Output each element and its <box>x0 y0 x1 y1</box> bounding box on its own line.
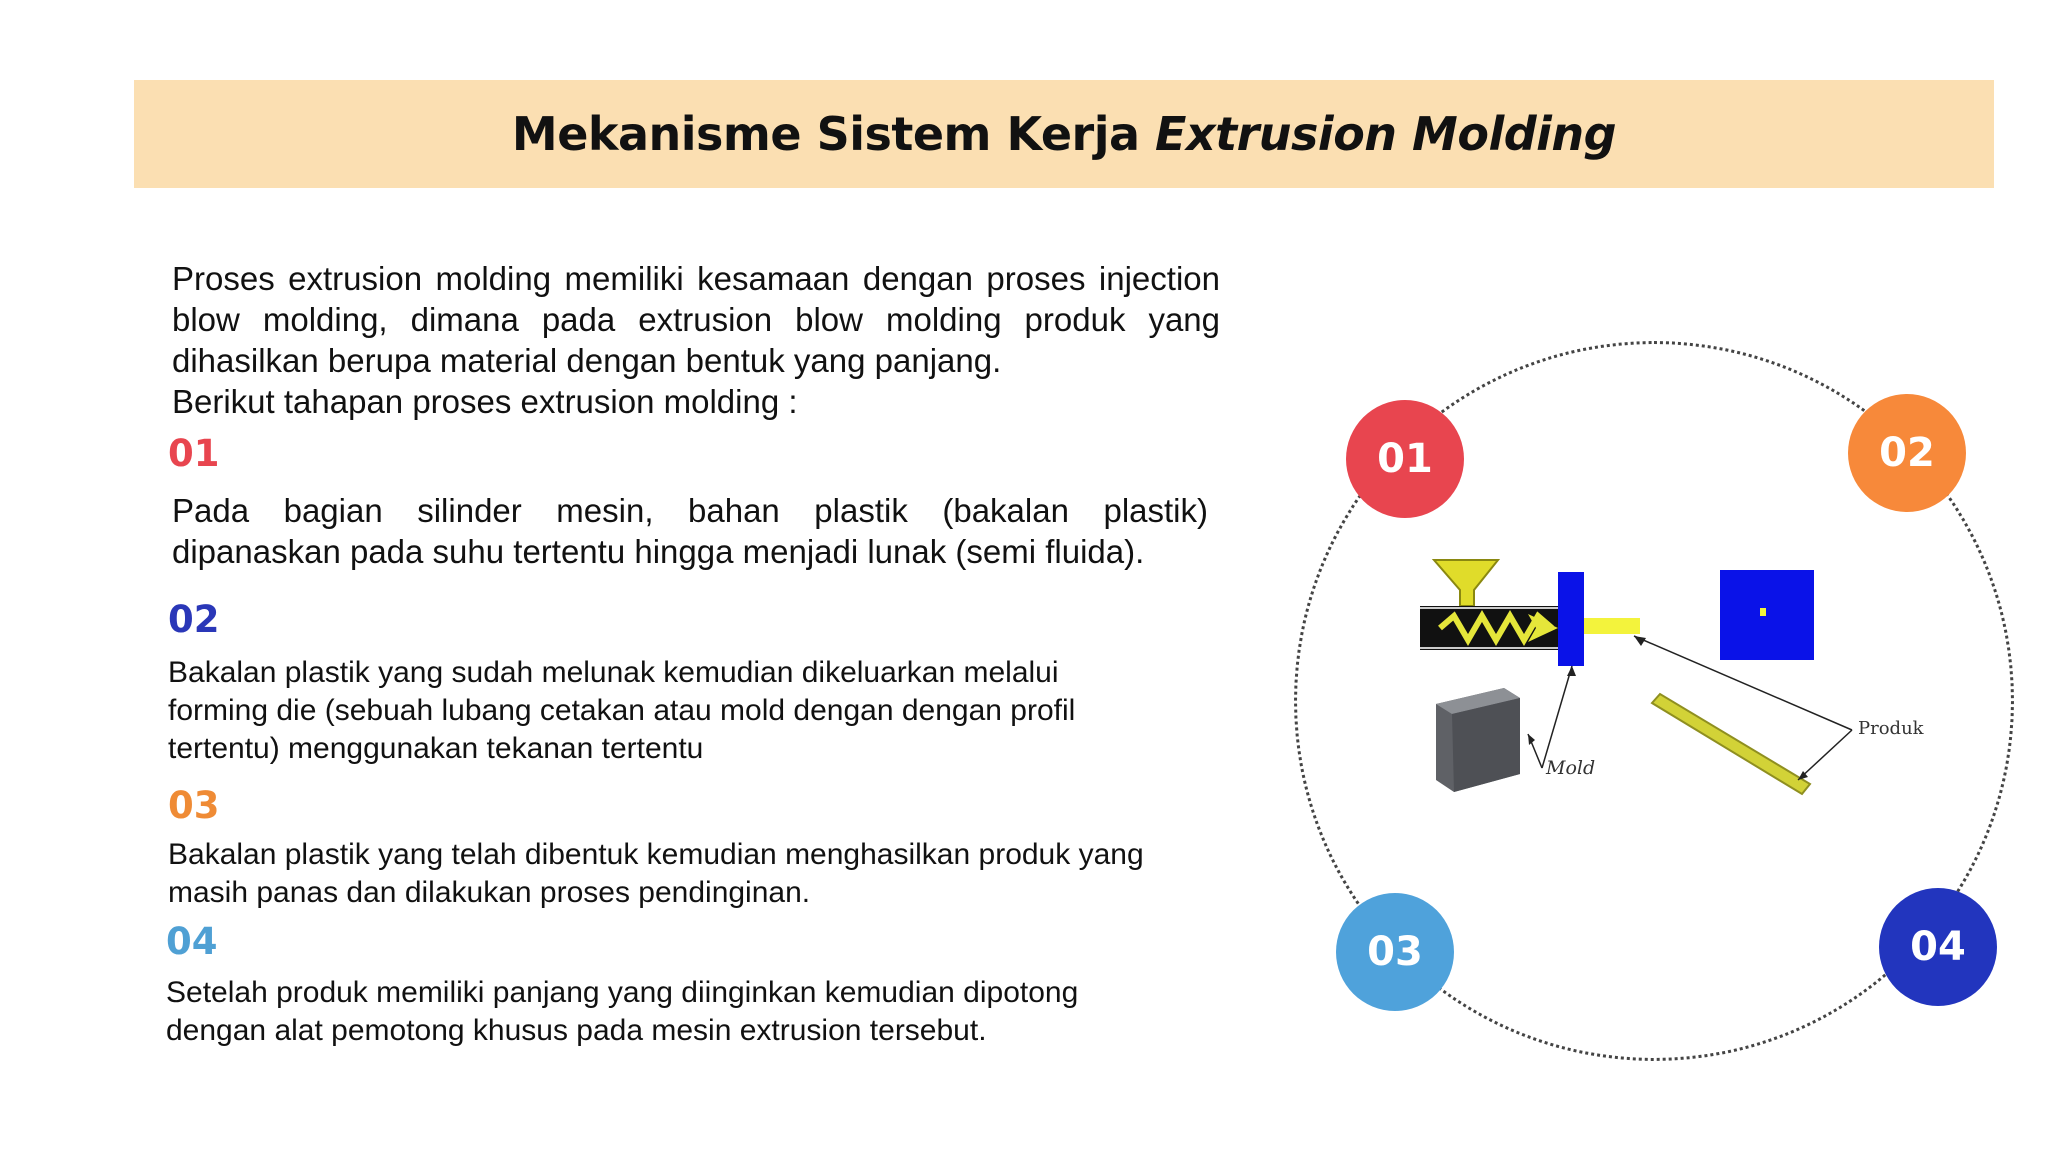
step-number-01: 01 <box>168 432 220 475</box>
step-number-03: 03 <box>168 784 220 827</box>
step-text-03: Bakalan plastik yang telah dibentuk kemudian menghasilkan produk yang masih panas dan dilakukan proses pendinginan. <box>168 838 1144 909</box>
intro-lead: Berikut tahapan proses extrusion molding : <box>172 383 798 420</box>
extrusion-diagram <box>1420 548 1940 810</box>
die-face-square <box>1720 570 1814 660</box>
title-plain: Mekanisme Sistem Kerja <box>511 107 1156 161</box>
step-number-04: 04 <box>166 920 218 963</box>
hopper-icon <box>1434 560 1498 606</box>
product-rod <box>1652 694 1810 794</box>
step-text-04: Setelah produk memiliki panjang yang diinginkan kemudian dipotong dengan alat pemotong khusus pada mesin extrusion tersebut. <box>166 976 1079 1047</box>
circle-badge-02: 02 <box>1848 394 1966 512</box>
intro-text <box>172 258 1220 422</box>
extrudate <box>1584 618 1640 634</box>
title-banner <box>134 80 1994 188</box>
mold-label: Mold <box>1546 757 1596 779</box>
die-block <box>1558 572 1584 666</box>
intro-paragraph: Proses extrusion molding memiliki kesamaan dengan proses injection blow molding, dimana pada extrusion blow molding produk yang dihasilkan berupa material dengan bentuk yang panjang. <box>172 260 1220 379</box>
circle-badge-01: 01 <box>1346 400 1464 518</box>
circle-badge-04: 04 <box>1879 888 1997 1006</box>
step-text-02: Bakalan plastik yang sudah melunak kemudian dikeluarkan melalui forming die (sebuah lubang cetakan atau mold dengan dengan profil tertentu) menggunakan tekanan tertentu <box>168 656 1076 765</box>
step-number-02: 02 <box>168 598 220 641</box>
title-italic: Extrusion Molding <box>1155 107 1617 161</box>
step-text-01: Pada bagian silinder mesin, bahan plastik (bakalan plastik) dipanaskan pada suhu tertentu hingga menjadi lunak (semi fluida). <box>172 492 1208 570</box>
page-title <box>512 107 1616 161</box>
product-label: Produk <box>1858 718 1924 739</box>
circle-badge-03: 03 <box>1336 893 1454 1011</box>
